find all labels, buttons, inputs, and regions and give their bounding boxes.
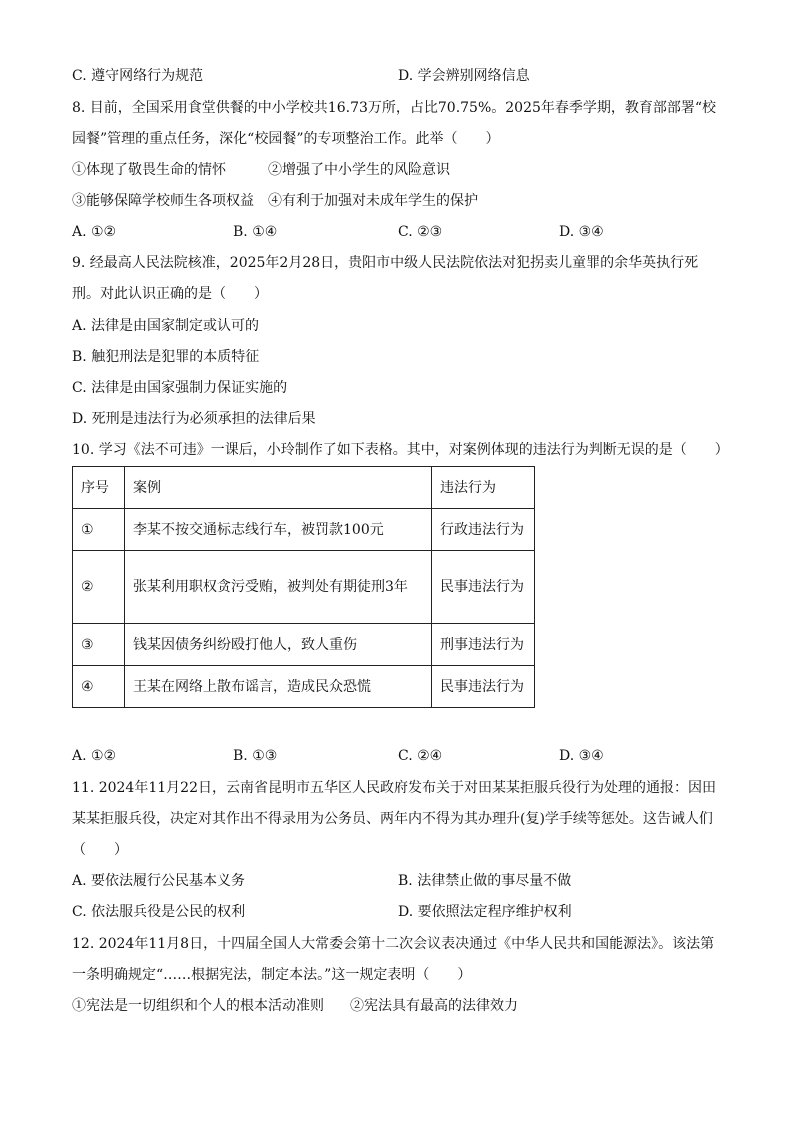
row-no: ③: [73, 624, 125, 666]
q8-item-1: ①体现了敬畏生命的情怀: [72, 162, 226, 178]
q7-option-c: C. 遵守网络行为规范: [72, 68, 204, 84]
q10-stem: 10. 学习《法不可违》一课后，小玲制作了如下表格。其中，对案例体现的违法行为判断无误的是（ ）: [72, 442, 729, 458]
q8-item-4: ④有利于加强对未成年学生的保护: [268, 193, 478, 209]
q10-option-b: B. ①③: [233, 748, 278, 764]
q10-option-c: C. ②④: [398, 748, 443, 764]
q8-item-3: ③能够保障学校师生各项权益: [72, 193, 254, 209]
row-case: 钱某因债务纠纷殴打他人，致人重伤: [125, 624, 432, 666]
q9-stem-line2: 刑。对此认识正确的是（ ）: [72, 286, 268, 302]
row-no: ④: [73, 666, 125, 708]
q8-option-a: A. ①②: [72, 224, 117, 240]
q9-option-b: B. 触犯刑法是犯罪的本质特征: [72, 349, 260, 365]
header-cell-type: 违法行为: [432, 467, 535, 509]
q11-option-c: C. 依法服兵役是公民的权利: [72, 904, 246, 920]
row-type: 行政违法行为: [432, 509, 535, 551]
q8-item-2: ②增强了中小学生的风险意识: [268, 162, 450, 178]
q8-option-b: B. ①④: [233, 224, 278, 240]
table-row: [73, 666, 535, 708]
q9-option-a: A. 法律是由国家制定或认可的: [72, 318, 260, 334]
row-case: 李某不按交通标志线行车，被罚款100元: [125, 509, 432, 551]
q8-option-d: D. ③④: [559, 224, 604, 240]
row-type: 刑事违法行为: [432, 624, 535, 666]
q12-stem-line2: 一条明确规定“……根据宪法，制定本法。”这一规定表明（ ）: [72, 967, 472, 983]
q10-option-a: A. ①②: [72, 748, 117, 764]
q12-item-2: ②宪法具有最高的法律效力: [350, 998, 518, 1014]
q11-option-d: D. 要依照法定程序维护权利: [398, 904, 572, 920]
q11-option-a: A. 要依法履行公民基本义务: [72, 873, 246, 889]
header-cell-case: 案例: [125, 467, 432, 509]
row-no: ②: [73, 551, 125, 624]
q8-stem-line1: 8. 目前，全国采用食堂供餐的中小学校共16.73万所，占比70.75%。2025年春季学期，教育部部署“校: [72, 100, 717, 116]
q11-option-b: B. 法律禁止做的事尽量不做: [398, 873, 572, 889]
header-cell-no: 序号: [73, 467, 125, 509]
q7-option-d: D. 学会辨别网络信息: [398, 68, 530, 84]
row-type: 民事违法行为: [432, 666, 535, 708]
q9-option-c: C. 法律是由国家强制力保证实施的: [72, 380, 288, 396]
q8-option-c: C. ②③: [398, 224, 443, 240]
q9-option-d: D. 死刑是违法行为必须承担的法律后果: [72, 411, 316, 427]
q10-option-d: D. ③④: [559, 748, 604, 764]
table-row: [73, 551, 535, 624]
q11-stem-line3: （ ）: [72, 842, 128, 858]
q8-stem-line2: 园餐”管理的重点任务，深化“校园餐”的专项整治工作。此举（ ）: [72, 131, 500, 147]
q12-stem-line1: 12. 2024年11月8日，十四届全国人大常委会第十二次会议表决通过《中华人民共和国能源法》。该法第: [72, 936, 715, 952]
q11-stem-line1: 11. 2024年11月22日，云南省昆明市五华区人民政府发布关于对田某某拒服兵役行为处理的通报：因田: [72, 780, 716, 796]
table-header-row: [73, 467, 535, 509]
q9-stem-line1: 9. 经最高人民法院核准，2025年2月28日，贵阳市中级人民法院依法对犯拐卖儿童罪的余华英执行死: [72, 255, 699, 271]
table-row: [73, 624, 535, 666]
row-type: 民事违法行为: [432, 551, 535, 624]
row-no: ①: [73, 509, 125, 551]
table-row: [73, 509, 535, 551]
q10-table: [72, 466, 535, 708]
row-case: 王某在网络上散布谣言，造成民众恐慌: [125, 666, 432, 708]
q11-stem-line2: 某某拒服兵役，决定对其作出不得录用为公务员、两年内不得为其办理升(复)学手续等惩处。这告诫人们: [72, 811, 713, 827]
q12-item-1: ①宪法是一切组织和个人的根本活动准则: [72, 998, 324, 1014]
row-case: 张某利用职权贪污受贿，被判处有期徒刑3年: [125, 551, 432, 624]
